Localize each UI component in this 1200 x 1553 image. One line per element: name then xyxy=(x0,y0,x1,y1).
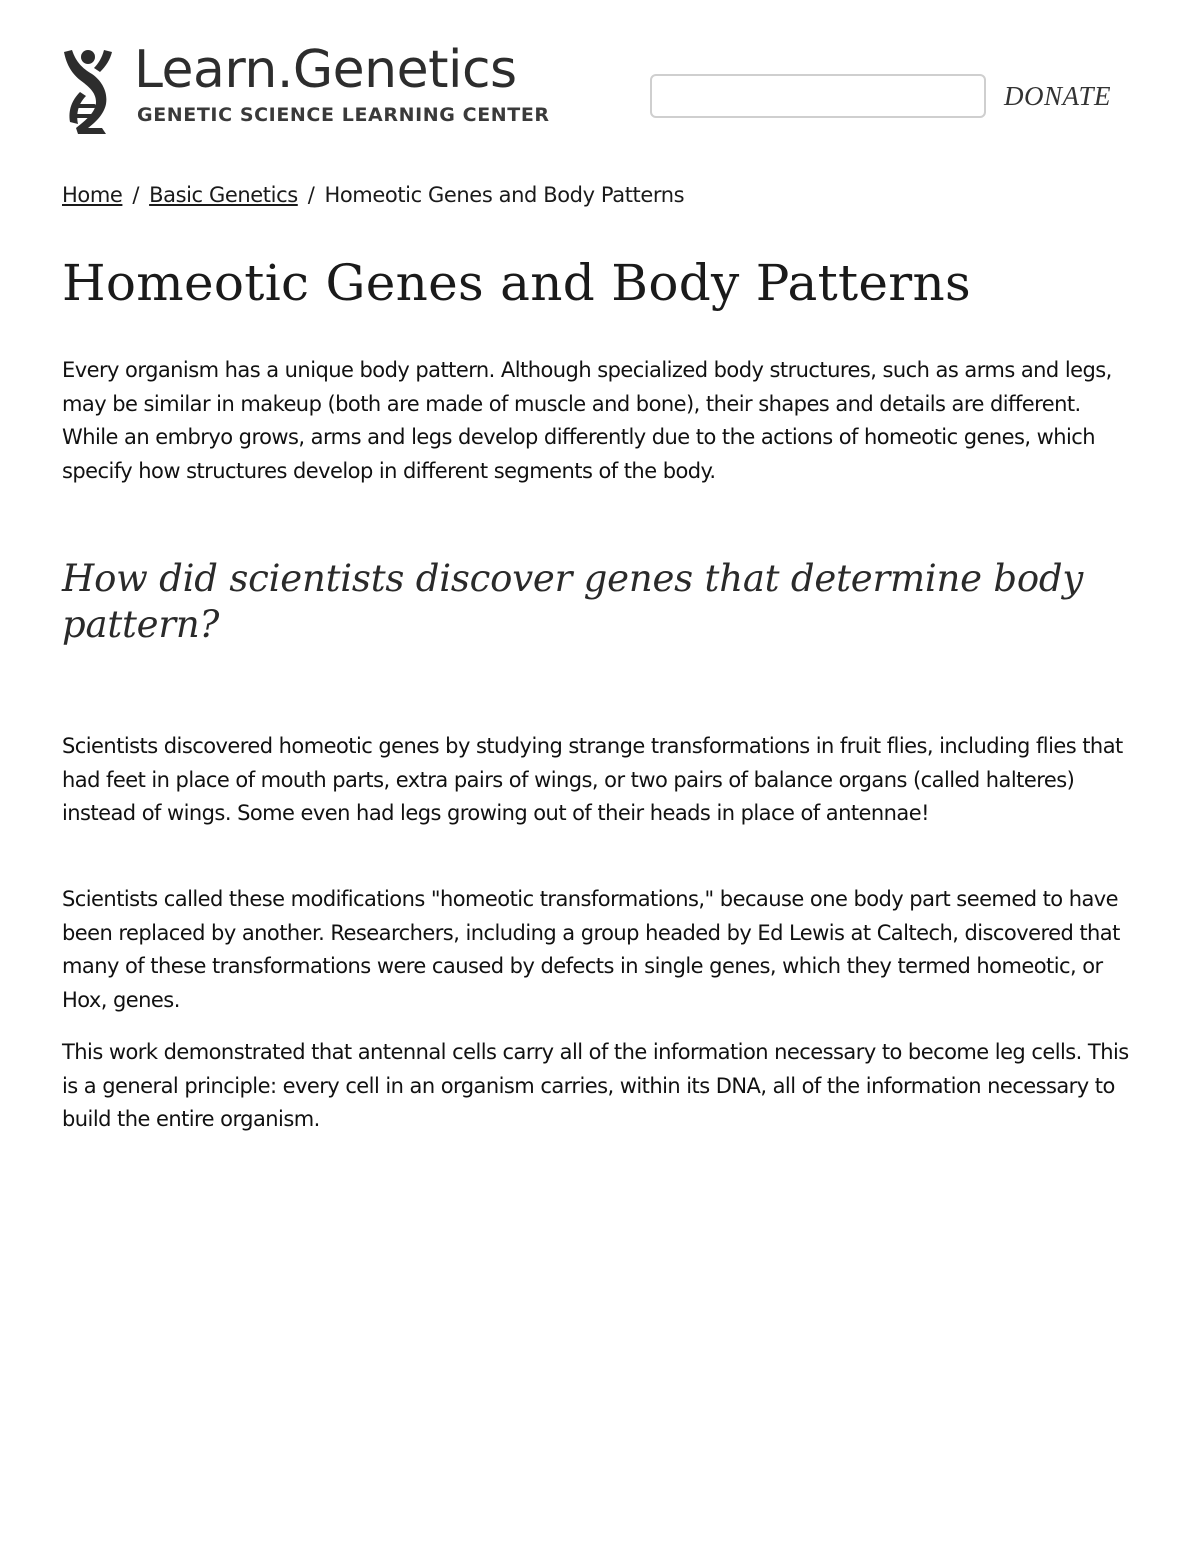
section-subheading: How did scientists discover genes that determine body pattern? xyxy=(62,557,1084,646)
body-paragraph: Scientists discovered homeotic genes by studying strange transformations in fruit flies, including flies that had feet in place of mouth parts, extra pairs of wings, or two pairs of balance organs (called halteres) instead of wings. Some even had legs growing out of their heads in place of antennae! xyxy=(62,734,1123,825)
body-paragraph: This work demonstrated that antennal cells carry all of the information necessary to become leg cells. This is a general principle: every cell in an organism carries, within its DNA, all of the information necessary to build the entire organism. xyxy=(62,1040,1129,1131)
body-paragraph: Scientists called these modifications "homeotic transformations," because one body part seemed to have been replaced by another. Researchers, including a group headed by Ed Lewis at Caltech, discovered that many of these transformations were caused by defects in single genes, which they termed homeotic, or Hox, genes. xyxy=(62,887,1120,1012)
donate-link[interactable]: DONATE xyxy=(1004,81,1112,111)
breadcrumb-current: Homeotic Genes and Body Patterns xyxy=(324,183,685,207)
site-header xyxy=(62,40,1132,136)
logo-subtitle: GENETIC SCIENCE LEARNING CENTER xyxy=(137,104,550,126)
logo-title: Learn.Genetics xyxy=(134,40,517,100)
search-input[interactable] xyxy=(650,74,986,118)
dna-figure-icon xyxy=(62,48,114,134)
breadcrumb-home[interactable]: Home xyxy=(62,183,123,207)
page-title: Homeotic Genes and Body Patterns xyxy=(62,254,971,312)
breadcrumb-basic-genetics[interactable]: Basic Genetics xyxy=(149,183,298,207)
breadcrumb-separator: / xyxy=(307,183,315,207)
breadcrumb-separator: / xyxy=(132,183,140,207)
intro-paragraph: Every organism has a unique body pattern. Although specialized body structures, such as arms and legs, may be similar in makeup (both are made of muscle and bone), their shapes and details are different. While an embryo grows, arms and legs develop differently due to the actions of homeotic genes, which specify how structures develop in different segments of the body. xyxy=(62,358,1112,483)
logo-link[interactable] xyxy=(62,40,582,136)
breadcrumb xyxy=(62,180,684,210)
